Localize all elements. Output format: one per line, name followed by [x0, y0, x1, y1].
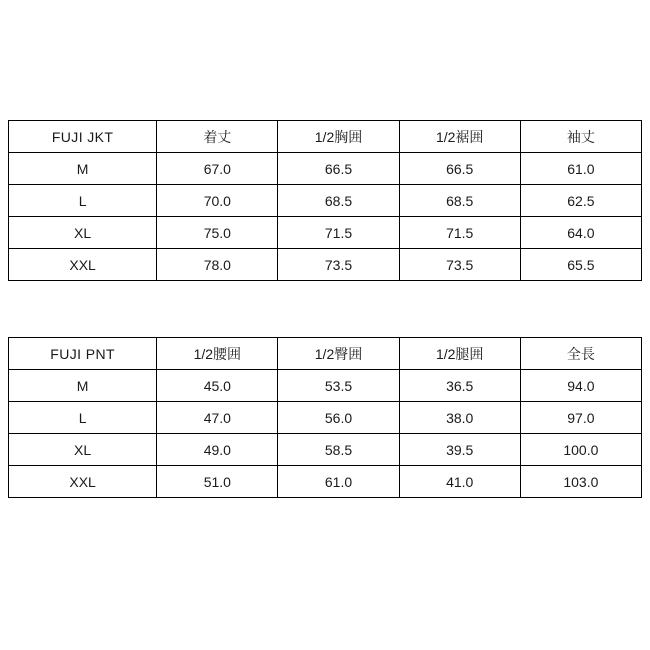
- size-label: XL: [9, 434, 157, 466]
- column-header: 着丈: [157, 121, 278, 153]
- column-header: 袖丈: [520, 121, 641, 153]
- measurement-value: 73.5: [399, 249, 520, 281]
- measurement-value: 66.5: [399, 153, 520, 185]
- column-header: 1/2胸囲: [278, 121, 399, 153]
- measurement-value: 47.0: [157, 402, 278, 434]
- table-row: [9, 370, 642, 402]
- column-header: 1/2腰囲: [157, 338, 278, 370]
- table-row: [9, 466, 642, 498]
- measurement-value: 39.5: [399, 434, 520, 466]
- size-label: XL: [9, 217, 157, 249]
- table-row: [9, 249, 642, 281]
- table-header-row: [9, 121, 642, 153]
- size-label: M: [9, 153, 157, 185]
- column-header: 1/2臀囲: [278, 338, 399, 370]
- measurement-value: 41.0: [399, 466, 520, 498]
- measurement-value: 71.5: [278, 217, 399, 249]
- measurement-value: 78.0: [157, 249, 278, 281]
- measurement-value: 64.0: [520, 217, 641, 249]
- measurement-value: 58.5: [278, 434, 399, 466]
- column-header: 1/2腿囲: [399, 338, 520, 370]
- measurement-value: 67.0: [157, 153, 278, 185]
- size-table-block-jkt: [8, 120, 642, 281]
- size-label: L: [9, 402, 157, 434]
- table-row: [9, 402, 642, 434]
- table-row: [9, 217, 642, 249]
- table-header-row: [9, 338, 642, 370]
- table-row: [9, 185, 642, 217]
- size-label: XXL: [9, 249, 157, 281]
- size-table-jkt: [8, 120, 642, 281]
- measurement-value: 51.0: [157, 466, 278, 498]
- measurement-value: 70.0: [157, 185, 278, 217]
- measurement-value: 49.0: [157, 434, 278, 466]
- measurement-value: 68.5: [399, 185, 520, 217]
- measurement-value: 61.0: [278, 466, 399, 498]
- measurement-value: 56.0: [278, 402, 399, 434]
- size-label: M: [9, 370, 157, 402]
- table-title-jkt: FUJI JKT: [9, 121, 157, 153]
- measurement-value: 100.0: [520, 434, 641, 466]
- size-label: L: [9, 185, 157, 217]
- size-table-block-pnt: [8, 337, 642, 498]
- measurement-value: 53.5: [278, 370, 399, 402]
- measurement-value: 61.0: [520, 153, 641, 185]
- measurement-value: 97.0: [520, 402, 641, 434]
- measurement-value: 68.5: [278, 185, 399, 217]
- column-header: 全長: [520, 338, 641, 370]
- measurement-value: 65.5: [520, 249, 641, 281]
- column-header: 1/2裾囲: [399, 121, 520, 153]
- measurement-value: 71.5: [399, 217, 520, 249]
- table-row: [9, 153, 642, 185]
- measurement-value: 38.0: [399, 402, 520, 434]
- measurement-value: 62.5: [520, 185, 641, 217]
- measurement-value: 75.0: [157, 217, 278, 249]
- size-table-pnt: [8, 337, 642, 498]
- table-title-pnt: FUJI PNT: [9, 338, 157, 370]
- table-row: [9, 434, 642, 466]
- measurement-value: 73.5: [278, 249, 399, 281]
- measurement-value: 103.0: [520, 466, 641, 498]
- measurement-value: 45.0: [157, 370, 278, 402]
- size-label: XXL: [9, 466, 157, 498]
- measurement-value: 36.5: [399, 370, 520, 402]
- measurement-value: 94.0: [520, 370, 641, 402]
- measurement-value: 66.5: [278, 153, 399, 185]
